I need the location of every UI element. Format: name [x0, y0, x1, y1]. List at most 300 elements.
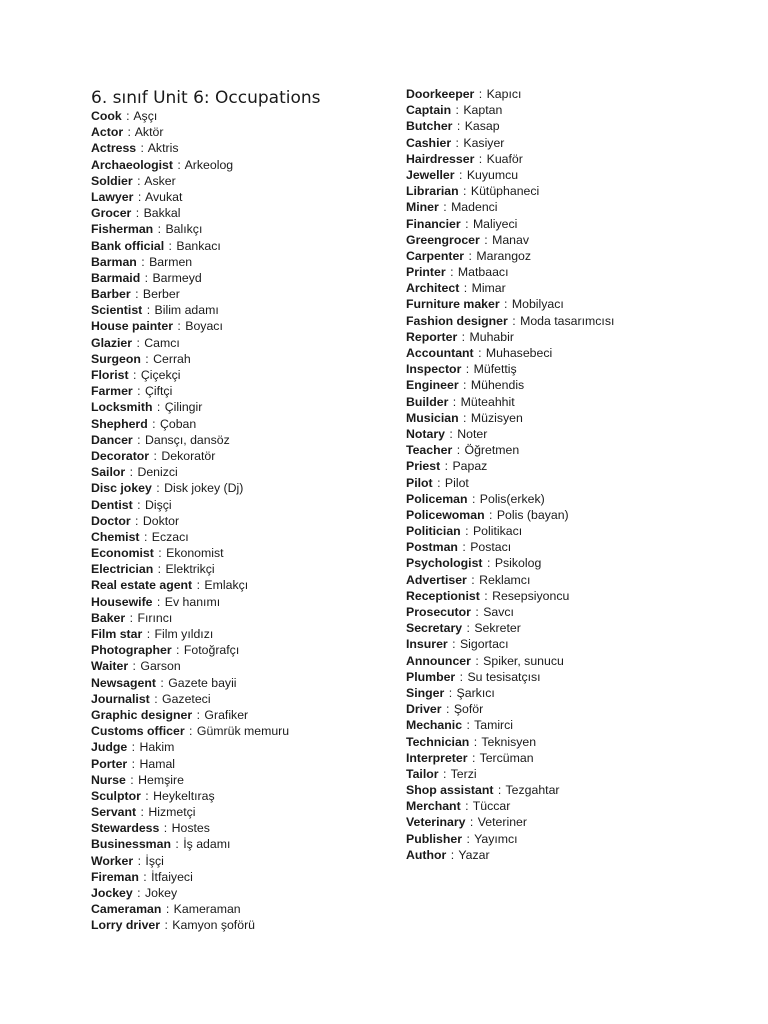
term-separator: :: [450, 265, 454, 280]
term-separator: :: [452, 394, 457, 409]
english-term: Architect: [406, 281, 460, 296]
english-term: Librarian: [406, 184, 459, 199]
turkish-translation: Çilingir: [164, 400, 203, 415]
vocab-entry: [91, 157, 289, 173]
english-term: Judge: [91, 740, 128, 755]
english-term: Captain: [406, 103, 452, 118]
turkish-translation: Fırıncı: [137, 610, 173, 625]
english-term: Scientist: [91, 303, 143, 318]
vocab-entry: [91, 448, 289, 464]
vocab-entry: [406, 118, 614, 134]
turkish-translation: Kapıcı: [486, 87, 522, 101]
turkish-translation: Gazeteci: [162, 691, 211, 706]
term-separator: :: [437, 475, 441, 490]
term-separator: :: [135, 513, 139, 528]
turkish-translation: Yayımcı: [474, 831, 518, 846]
vocab-entry: [406, 491, 614, 507]
english-term: Driver: [406, 702, 442, 717]
turkish-translation: Barmen: [149, 254, 193, 269]
turkish-translation: Bakkal: [143, 206, 181, 221]
vocab-entry: [406, 232, 614, 248]
vocab-entry: [91, 513, 289, 529]
term-separator: :: [143, 869, 147, 884]
turkish-translation: Kamyon şoförü: [172, 918, 256, 933]
term-separator: :: [504, 297, 508, 312]
turkish-translation: Müzisyen: [470, 410, 523, 425]
english-term: Prosecutor: [406, 605, 471, 619]
term-separator: :: [164, 918, 168, 933]
term-separator: :: [478, 87, 483, 101]
turkish-translation: Mimar: [471, 281, 506, 296]
turkish-translation: Kaptan: [463, 103, 503, 118]
term-separator: :: [132, 659, 136, 674]
english-term: Shepherd: [91, 416, 148, 431]
vocab-entry: [406, 555, 614, 571]
english-term: Butcher: [406, 119, 453, 134]
term-separator: :: [469, 815, 474, 830]
turkish-translation: Teknisyen: [481, 734, 537, 749]
term-separator: :: [163, 821, 168, 836]
english-term: Doctor: [91, 513, 131, 528]
vocab-entry: [91, 739, 289, 755]
term-separator: :: [471, 572, 475, 587]
turkish-translation: Kütüphaneci: [470, 184, 540, 199]
term-separator: :: [459, 669, 464, 684]
english-term: Real estate agent: [91, 578, 193, 593]
vocab-entry: [91, 270, 289, 286]
vocab-entry: [406, 734, 614, 750]
english-term: Publisher: [406, 831, 463, 846]
vocab-entry: [91, 901, 289, 917]
turkish-translation: Eczacı: [151, 529, 189, 544]
english-term: Carpenter: [406, 248, 465, 263]
english-term: Lorry driver: [91, 918, 161, 933]
vocab-entry: [91, 335, 289, 351]
term-separator: :: [176, 643, 180, 658]
turkish-translation: Kuyumcu: [466, 167, 519, 182]
turkish-translation: Kasap: [464, 119, 500, 134]
turkish-translation: Ekonomist: [166, 546, 224, 561]
english-term: Musician: [406, 410, 459, 425]
english-term: Author: [406, 847, 447, 862]
vocab-entry: [91, 658, 289, 674]
turkish-translation: Reklamcı: [479, 572, 531, 587]
turkish-translation: Müteahhit: [460, 394, 515, 409]
english-term: Grocer: [91, 206, 132, 221]
turkish-translation: Çoban: [159, 416, 197, 431]
vocab-entry: [406, 847, 614, 863]
vocab-entry: [406, 426, 614, 442]
vocab-entry: [406, 669, 614, 685]
english-term: Announcer: [406, 653, 471, 668]
vocab-entry: [406, 750, 614, 766]
english-term: Mechanic: [406, 718, 463, 733]
english-term: Engineer: [406, 378, 459, 393]
vocab-entry: [91, 626, 289, 642]
turkish-translation: Grafiker: [204, 707, 249, 722]
vocab-entry: [406, 636, 614, 652]
vocab-entry: [91, 189, 289, 205]
turkish-translation: Cerrah: [153, 351, 191, 366]
english-term: Locksmith: [91, 400, 153, 415]
turkish-translation: Papaz: [452, 459, 488, 474]
turkish-translation: Resepsiyoncu: [492, 588, 570, 603]
english-term: Notary: [406, 426, 445, 441]
term-separator: :: [137, 173, 141, 188]
term-separator: :: [456, 443, 461, 458]
turkish-translation: Marangoz: [476, 248, 532, 263]
term-separator: :: [126, 109, 130, 123]
term-separator: :: [465, 524, 469, 539]
vocab-entry: [406, 313, 614, 329]
term-separator: :: [157, 222, 162, 237]
english-term: Cameraman: [91, 902, 162, 917]
vocab-entry: [91, 173, 289, 189]
turkish-translation: Emlakçı: [204, 578, 249, 593]
term-separator: :: [160, 675, 164, 690]
turkish-translation: Mühendis: [470, 378, 525, 393]
turkish-translation: Balıkçı: [165, 222, 203, 237]
english-term: Decorator: [91, 448, 150, 463]
vocab-entry: [91, 788, 289, 804]
vocab-entry: [406, 102, 614, 118]
english-term: Technician: [406, 734, 470, 749]
english-term: Plumber: [406, 669, 456, 684]
vocab-entry: [406, 167, 614, 183]
term-separator: :: [129, 610, 134, 625]
turkish-translation: Elektrikçi: [165, 562, 215, 577]
turkish-translation: Madenci: [451, 200, 498, 215]
term-separator: :: [466, 621, 470, 636]
turkish-translation: Noter: [457, 426, 488, 441]
turkish-translation: Postacı: [470, 540, 512, 555]
term-separator: :: [486, 556, 491, 571]
page-title: 6. sınıf Unit 6: Occupations: [91, 88, 321, 108]
vocab-entry: [406, 653, 614, 669]
turkish-translation: İşçi: [145, 853, 164, 868]
turkish-translation: Mobilyacı: [511, 297, 564, 312]
english-term: Archaeologist: [91, 157, 173, 172]
term-separator: :: [144, 270, 149, 285]
term-separator: :: [130, 772, 134, 787]
english-term: Jockey: [91, 886, 133, 900]
vocab-entry: [406, 798, 614, 814]
turkish-translation: Tamirci: [474, 718, 514, 733]
term-separator: :: [135, 287, 139, 302]
term-separator: :: [463, 410, 467, 425]
vocab-entry: [406, 216, 614, 232]
turkish-translation: Su tesisatçısı: [467, 669, 541, 684]
term-separator: :: [475, 653, 479, 668]
english-term: Tailor: [406, 766, 439, 781]
turkish-translation: Garson: [140, 659, 181, 674]
english-term: Film star: [91, 627, 143, 641]
term-separator: :: [471, 491, 476, 506]
turkish-translation: Muhasebeci: [485, 346, 553, 360]
vocab-entry: [91, 367, 289, 383]
turkish-translation: Hizmetçi: [148, 805, 196, 820]
vocab-entry: [406, 572, 614, 588]
vocab-entry: [91, 723, 289, 739]
vocab-entry: [91, 594, 289, 610]
term-separator: :: [465, 799, 469, 814]
vocab-entry: [406, 604, 614, 620]
english-term: Stewardess: [91, 821, 160, 836]
english-term: Inspector: [406, 362, 462, 377]
turkish-translation: Bilim adamı: [154, 303, 219, 318]
english-term: Psychologist: [406, 556, 483, 571]
term-separator: :: [127, 125, 131, 140]
english-term: Merchant: [406, 799, 461, 814]
vocab-entry: [406, 86, 614, 102]
term-separator: :: [153, 448, 157, 463]
vocab-entry: [91, 416, 289, 432]
term-separator: :: [450, 847, 455, 862]
english-term: Newsagent: [91, 675, 156, 690]
term-separator: :: [471, 750, 476, 765]
vocab-entry: [406, 151, 614, 167]
english-term: Politician: [406, 524, 461, 539]
term-separator: :: [478, 151, 483, 166]
english-term: Surgeon: [91, 351, 141, 366]
term-separator: :: [140, 141, 144, 156]
turkish-translation: Psikolog: [494, 556, 542, 571]
turkish-translation: Polis (bayan): [496, 507, 569, 522]
english-term: Singer: [406, 685, 445, 700]
english-term: Soldier: [91, 173, 133, 188]
turkish-translation: Jokey: [144, 886, 178, 900]
english-term: Baker: [91, 610, 126, 625]
vocab-column-right: [406, 86, 614, 863]
vocab-entry: [91, 756, 289, 772]
term-separator: :: [152, 416, 156, 431]
english-term: Barber: [91, 287, 131, 302]
english-term: Secretary: [406, 621, 463, 636]
term-separator: :: [146, 627, 151, 641]
turkish-translation: Aşçı: [133, 109, 158, 123]
term-separator: :: [484, 232, 488, 247]
term-separator: :: [456, 119, 461, 134]
term-separator: :: [466, 718, 470, 733]
vocab-entry: [91, 254, 289, 270]
term-separator: :: [484, 588, 488, 603]
turkish-translation: Dansçı, dansöz: [144, 432, 230, 447]
term-separator: :: [512, 313, 516, 328]
vocab-entry: [406, 183, 614, 199]
english-term: Housewife: [91, 594, 153, 609]
term-separator: :: [137, 853, 141, 868]
english-term: Nurse: [91, 772, 126, 787]
turkish-translation: Veteriner: [477, 815, 527, 830]
turkish-translation: Gümrük memuru: [196, 724, 290, 739]
term-separator: :: [141, 254, 145, 269]
vocab-entry: [406, 361, 614, 377]
term-separator: :: [196, 707, 200, 722]
turkish-translation: Camcı: [144, 335, 180, 350]
vocab-entry: [406, 814, 614, 830]
vocab-entry: [406, 394, 614, 410]
turkish-translation: Polis(erkek): [479, 491, 545, 506]
english-term: Accountant: [406, 346, 474, 360]
term-separator: :: [168, 238, 172, 253]
turkish-translation: Savcı: [483, 605, 514, 619]
turkish-translation: Sigortacı: [459, 637, 509, 652]
english-term: Photographer: [91, 643, 172, 658]
vocab-entry: [91, 610, 289, 626]
turkish-translation: Heykeltıraş: [153, 788, 215, 803]
vocab-entry: [91, 383, 289, 399]
turkish-translation: Hakim: [139, 740, 175, 755]
term-separator: :: [156, 400, 161, 415]
turkish-translation: Manav: [492, 232, 529, 247]
vocab-entry: [91, 497, 289, 513]
english-term: Servant: [91, 805, 137, 820]
term-separator: :: [458, 167, 463, 182]
term-separator: :: [497, 783, 502, 798]
term-separator: :: [135, 206, 140, 221]
term-separator: :: [136, 335, 140, 350]
vocab-entry: [406, 507, 614, 523]
vocab-entry: [91, 642, 289, 658]
english-term: Veterinary: [406, 815, 466, 830]
english-term: Chemist: [91, 529, 140, 544]
vocab-entry: [406, 377, 614, 393]
turkish-translation: Disk jokey (Dj): [164, 481, 244, 496]
turkish-translation: Sekreter: [474, 621, 521, 636]
term-separator: :: [443, 200, 447, 215]
term-separator: :: [156, 481, 160, 496]
vocab-entry: [91, 432, 289, 448]
turkish-translation: Spiker, sunucu: [483, 653, 564, 668]
turkish-translation: Aktör: [134, 125, 164, 140]
term-separator: :: [449, 426, 453, 441]
vocab-entry: [91, 869, 289, 885]
english-term: Farmer: [91, 384, 133, 399]
turkish-translation: Avukat: [144, 189, 183, 204]
english-term: Miner: [406, 200, 439, 215]
english-term: Customs officer: [91, 724, 185, 739]
turkish-translation: Film yıldızı: [154, 627, 214, 641]
english-term: Barman: [91, 254, 137, 269]
english-term: House painter: [91, 319, 173, 334]
turkish-translation: Şarkıcı: [456, 685, 495, 700]
english-term: Doorkeeper: [406, 87, 475, 101]
turkish-translation: Pilot: [444, 475, 469, 490]
turkish-translation: Doktor: [142, 513, 180, 528]
vocab-entry: [406, 329, 614, 345]
english-term: Porter: [91, 756, 128, 771]
term-separator: :: [465, 362, 470, 377]
term-separator: :: [475, 605, 479, 619]
term-separator: :: [145, 788, 149, 803]
vocab-entry: [406, 782, 614, 798]
term-separator: :: [137, 886, 141, 900]
term-separator: :: [443, 766, 447, 781]
english-term: Graphic designer: [91, 707, 193, 722]
vocab-entry: [91, 238, 289, 254]
term-separator: :: [129, 465, 134, 480]
vocab-entry: [91, 464, 289, 480]
turkish-translation: Hamal: [139, 756, 176, 771]
english-term: Hairdresser: [406, 151, 475, 166]
english-term: Disc jokey: [91, 481, 152, 496]
english-term: Journalist: [91, 691, 150, 706]
vocab-column-left: [91, 108, 289, 934]
vocab-entry: [91, 529, 289, 545]
turkish-translation: Fotoğrafçı: [183, 643, 240, 658]
turkish-translation: Bankacı: [176, 238, 221, 253]
term-separator: :: [137, 384, 141, 399]
term-separator: :: [463, 281, 468, 296]
english-term: Shop assistant: [406, 783, 494, 798]
term-separator: :: [157, 562, 162, 577]
vocab-entry: [91, 351, 289, 367]
vocab-entry: [91, 124, 289, 140]
term-separator: :: [466, 831, 470, 846]
vocab-entry: [406, 458, 614, 474]
vocab-entry: [91, 804, 289, 820]
english-term: Priest: [406, 459, 441, 474]
term-separator: :: [462, 540, 466, 555]
turkish-translation: Politikacı: [472, 524, 523, 539]
term-separator: :: [463, 378, 467, 393]
english-term: Interpreter: [406, 750, 468, 765]
term-separator: :: [463, 184, 467, 199]
turkish-translation: Gazete bayii: [168, 675, 237, 690]
term-separator: :: [146, 303, 151, 318]
english-term: Builder: [406, 394, 449, 409]
english-term: Dentist: [91, 497, 133, 512]
english-term: Actress: [91, 141, 137, 156]
vocab-entry: [91, 545, 289, 561]
vocab-entry: [406, 685, 614, 701]
english-term: Furniture maker: [406, 297, 500, 312]
english-term: Worker: [91, 853, 134, 868]
vocab-entry: [406, 539, 614, 555]
term-separator: :: [189, 724, 193, 739]
term-separator: :: [196, 578, 200, 593]
english-term: Insurer: [406, 637, 448, 652]
vocab-entry: [406, 620, 614, 636]
term-separator: :: [468, 248, 472, 263]
english-term: Fashion designer: [406, 313, 508, 328]
term-separator: :: [177, 157, 181, 172]
english-term: Electrician: [91, 562, 154, 577]
turkish-translation: Tezgahtar: [505, 783, 560, 798]
vocab-entry: [406, 135, 614, 151]
term-separator: :: [143, 529, 148, 544]
vocab-entry: [91, 707, 289, 723]
vocab-entry: [91, 836, 289, 852]
turkish-translation: Kuaför: [486, 151, 523, 166]
term-separator: :: [465, 216, 469, 231]
turkish-translation: Dekoratör: [161, 448, 216, 463]
vocab-entry: [406, 264, 614, 280]
term-separator: :: [137, 497, 141, 512]
term-separator: :: [145, 351, 149, 366]
term-separator: :: [175, 837, 179, 852]
vocab-entry: [91, 561, 289, 577]
turkish-translation: Müfettiş: [473, 362, 517, 377]
english-term: Fireman: [91, 869, 139, 884]
english-term: Fisherman: [91, 222, 154, 237]
vocab-entry: [406, 701, 614, 717]
vocab-entry: [91, 302, 289, 318]
english-term: Financier: [406, 216, 461, 231]
term-separator: :: [445, 702, 450, 717]
term-separator: :: [154, 691, 158, 706]
vocab-entry: [406, 523, 614, 539]
